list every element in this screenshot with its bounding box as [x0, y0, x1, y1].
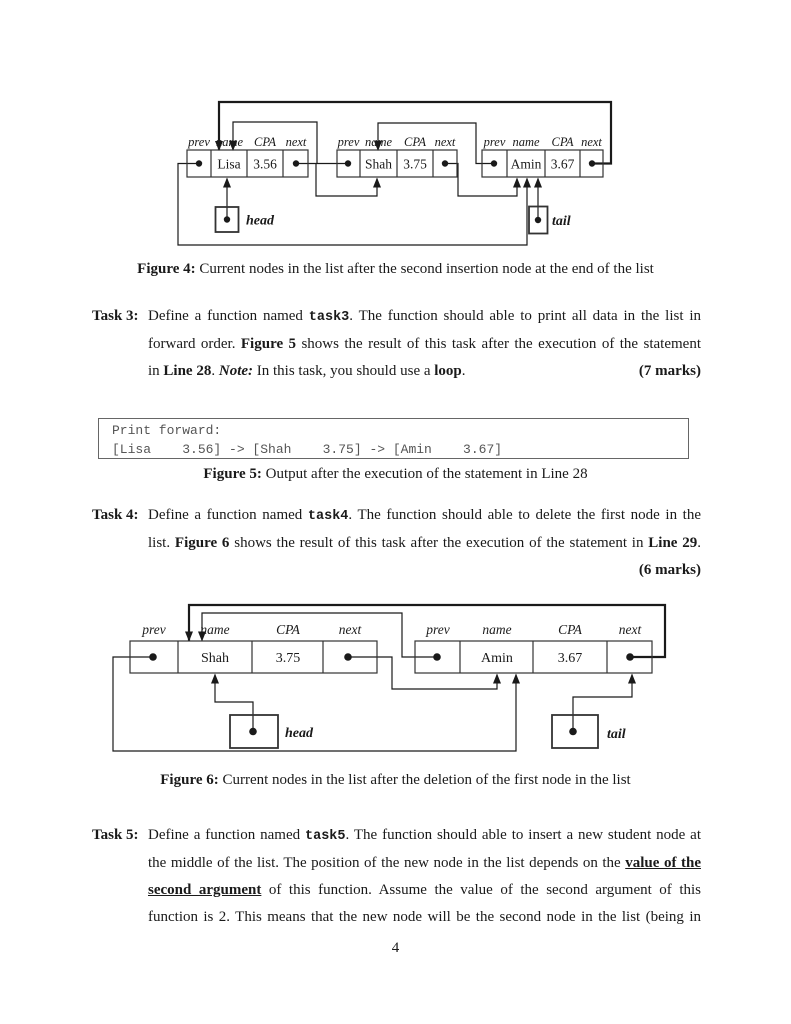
text-segment: task3: [308, 310, 350, 325]
arrow-tail-to-amin: [573, 675, 632, 731]
node-lisa: [187, 135, 308, 177]
pointer-bullet: [491, 160, 497, 166]
pointer-bullet: [249, 728, 257, 736]
node-name: Amin: [510, 156, 542, 172]
text-line: [148, 850, 701, 877]
node-amin: [482, 135, 603, 177]
head-label: head: [246, 213, 274, 229]
text-segment: . The function should able to print all data in the list in: [349, 308, 701, 324]
node-name: Shah: [365, 156, 392, 172]
figure4-diagram: [0, 90, 791, 255]
node-amin: [415, 622, 652, 673]
text-segment: list.: [148, 535, 175, 551]
pointer-bullet: [433, 653, 441, 661]
pointer-bullet: [344, 653, 352, 661]
field-label-prev: prev: [337, 135, 360, 149]
page-number: 4: [391, 940, 400, 956]
task5-paragraph: [92, 822, 701, 931]
text-segment: shows the result of this task after the execution of the statement in: [229, 535, 649, 551]
text-line: [148, 530, 701, 557]
pointer-bullet: [589, 160, 595, 166]
field-label-cpa: CPA: [276, 622, 300, 637]
field-label-prev: prev: [188, 135, 210, 149]
marks-label: (6 marks): [638, 562, 701, 578]
text-line: [148, 904, 701, 931]
pointer-bullet: [535, 217, 541, 223]
figure6-caption-text: Current nodes in the list after the deletion of the first node in the list: [218, 772, 631, 788]
text-segment: the middle of the list. The position of the new node in the list depends on the: [148, 855, 626, 871]
text-segment: task4: [307, 509, 349, 524]
field-label-cpa: CPA: [558, 622, 582, 637]
text-segment: Figure 5: [240, 336, 297, 352]
head-pointer: [216, 207, 276, 232]
pointer-arrows: [178, 102, 611, 245]
text-line: [148, 877, 701, 904]
field-label-name: name: [512, 135, 540, 149]
pointer-arrows: [113, 605, 665, 751]
figure4-caption-text: Current nodes in the list after the second insertion node at the end of the list: [195, 261, 654, 277]
text-segment: of this function. Assume the value of the second argument of this: [261, 882, 702, 898]
task4-label: Task 4:: [92, 507, 139, 523]
text-line: [148, 331, 701, 358]
field-label-next: next: [338, 622, 362, 637]
node-cpa: 3.67: [557, 651, 583, 666]
text-line: [148, 557, 701, 584]
node-shah: [337, 135, 457, 177]
text-segment: forward order.: [148, 336, 241, 352]
text-segment: Figure 6: [174, 535, 230, 551]
field-label-prev: prev: [142, 622, 166, 637]
field-label-next: next: [285, 135, 307, 149]
text-segment: value of the: [625, 855, 701, 871]
tail-label: tail: [607, 727, 626, 742]
node-cpa: 3.67: [550, 156, 575, 172]
text-segment: .: [211, 363, 219, 379]
node-cpa: 3.56: [253, 156, 277, 172]
tail-pointer: [529, 207, 571, 234]
arrow-amin-next-to-lisa: [219, 102, 611, 164]
figure6-diagram: [0, 595, 791, 765]
arrow-amin-prev-to-shah: [202, 613, 437, 657]
text-line: [148, 502, 701, 530]
pointer-bullet: [442, 160, 448, 166]
text-segment: Line 29: [648, 535, 698, 551]
text-segment: In this task, you should use a: [253, 363, 435, 379]
text-segment: function is 2. This means that the new node will be the second node in the list (being in: [148, 909, 701, 925]
field-label-next: next: [581, 135, 602, 149]
pointer-bullet: [196, 160, 202, 166]
figure5-output-box: [98, 418, 689, 459]
pointer-bullet: [569, 728, 577, 736]
text-segment: . The function should able to insert a new student node at: [345, 827, 701, 843]
text-line: [148, 822, 701, 850]
text-segment: task5: [305, 829, 346, 844]
text-segment: .: [697, 535, 702, 551]
task3-label: Task 3:: [92, 308, 139, 324]
pointer-bullet: [293, 160, 299, 166]
arrow-shah-prev-to-amin: [113, 657, 516, 751]
field-label-name: name: [482, 622, 512, 637]
text-line: [148, 303, 701, 331]
arrow-head-to-shah: [215, 675, 253, 731]
text-segment: loop: [434, 363, 462, 379]
task5-label: Task 5:: [92, 827, 139, 843]
node-name: Shah: [201, 651, 229, 666]
field-label-cpa: CPA: [551, 135, 574, 149]
pointer-bullet: [345, 160, 351, 166]
figure5-caption-text: Output after the execution of the statement in Line 28: [261, 466, 588, 482]
text-segment: .: [461, 363, 466, 379]
text-segment: shows the result of this task after the execution of the statement: [296, 336, 701, 352]
field-label-cpa: CPA: [404, 135, 426, 149]
head-label: head: [285, 726, 313, 741]
task3-paragraph: [92, 303, 701, 385]
figure4-caption: [0, 259, 791, 279]
pointer-bullet: [149, 653, 157, 661]
node-name: Lisa: [217, 156, 241, 172]
field-label-next: next: [434, 135, 456, 149]
text-segment: Line 28: [163, 363, 212, 379]
code-line: Print forward:: [112, 423, 222, 438]
figure5-caption: [0, 464, 791, 484]
marks-label: (7 marks): [638, 363, 701, 379]
text-segment: . The function should able to delete the first node in the: [348, 507, 701, 523]
arrow-shah-next-to-amin: [445, 164, 517, 197]
tail-label: tail: [552, 214, 571, 229]
code-line: [Lisa 3.56] -> [Shah 3.75] -> [Amin 3.67]: [112, 441, 503, 457]
field-label-name: name: [364, 135, 393, 149]
node-shah: [130, 622, 377, 673]
text-segment: Define a function named: [148, 308, 309, 324]
figure6-caption-label: Figure 6:: [160, 772, 219, 788]
field-label-prev: prev: [483, 135, 506, 149]
pointer-bullet: [626, 653, 634, 661]
figure5-caption-label: Figure 5:: [203, 466, 262, 482]
text-segment: in: [148, 363, 164, 379]
node-cpa: 3.75: [275, 651, 301, 666]
field-label-next: next: [618, 622, 642, 637]
text-line: [148, 358, 701, 385]
figure6-caption: [0, 770, 791, 790]
text-segment: Define a function named: [148, 827, 305, 843]
field-label-prev: prev: [426, 622, 450, 637]
tail-pointer: [552, 715, 626, 748]
head-pointer: [230, 715, 314, 748]
field-label-name: name: [215, 135, 244, 149]
pointer-bullet: [224, 216, 230, 222]
text-segment: Note:: [218, 363, 254, 379]
text-segment: second argument: [148, 882, 262, 898]
figure4-caption-label: Figure 4:: [137, 261, 196, 277]
text-segment: Define a function named: [148, 507, 308, 523]
field-label-name: name: [200, 622, 230, 637]
task4-paragraph: [92, 502, 701, 584]
field-label-cpa: CPA: [254, 135, 276, 149]
node-cpa: 3.75: [403, 156, 427, 172]
node-name: Amin: [481, 651, 513, 666]
